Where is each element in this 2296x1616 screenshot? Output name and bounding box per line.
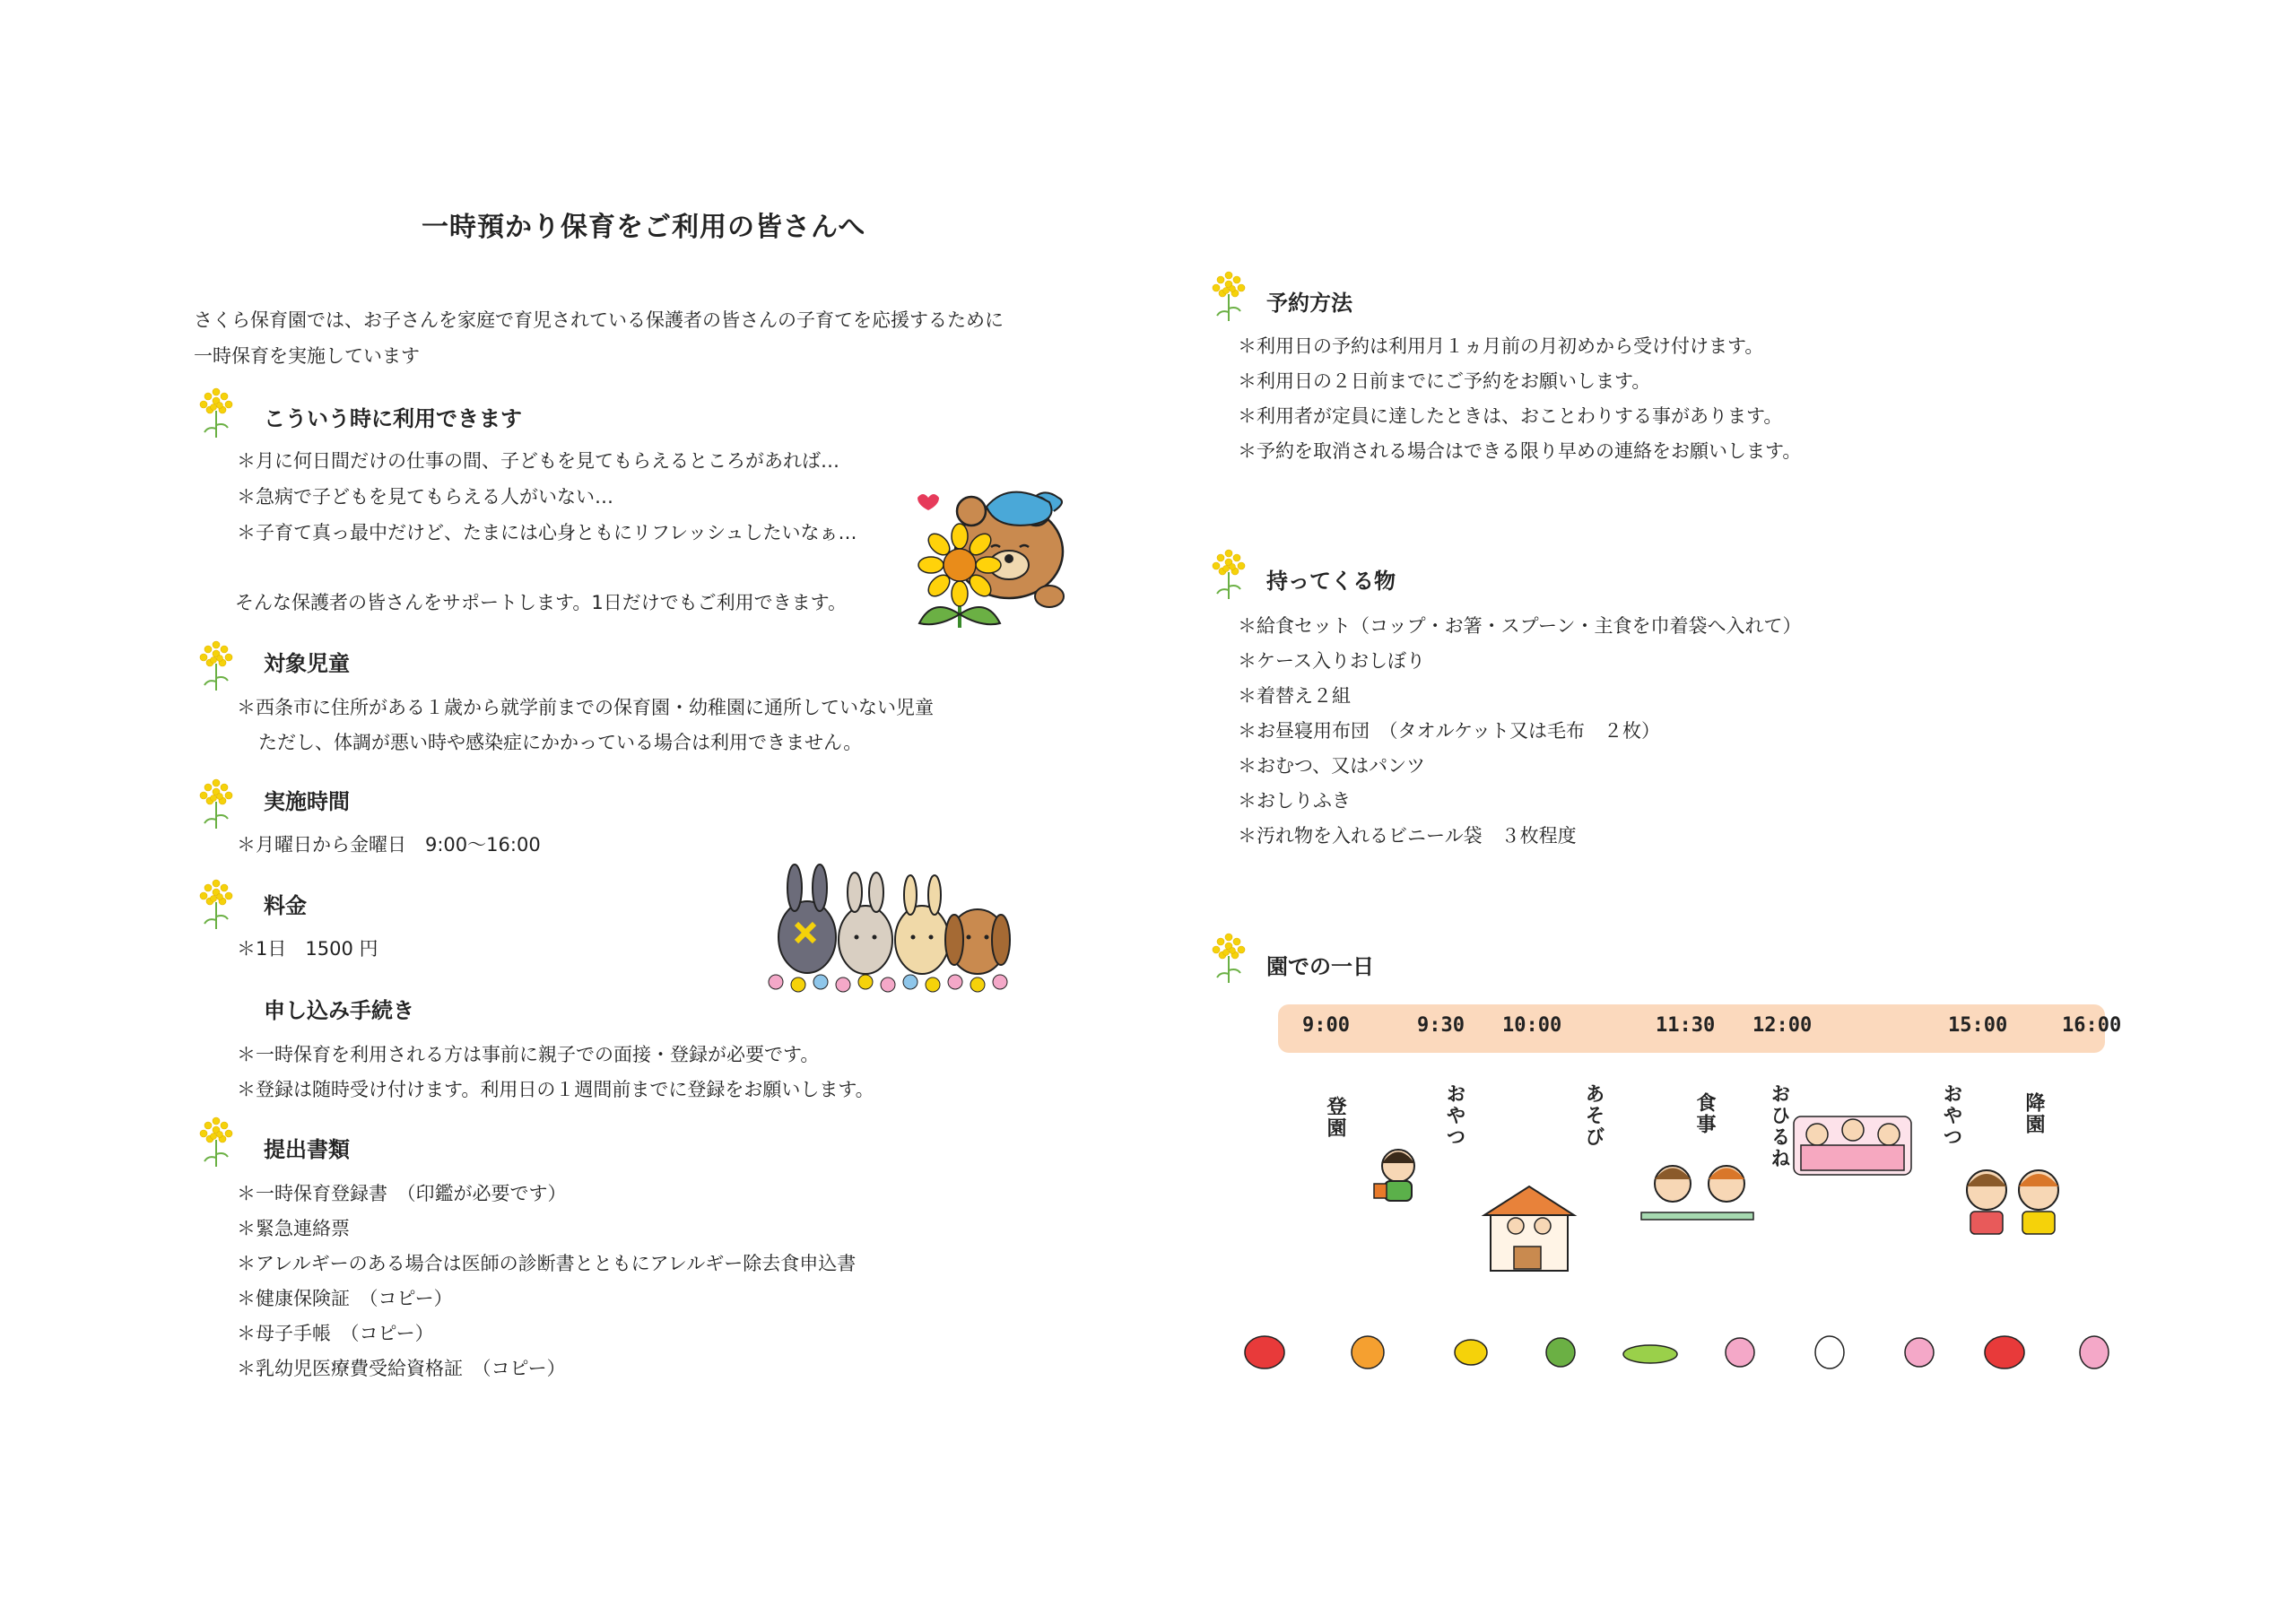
critters-border-decoration bbox=[1238, 1325, 2117, 1379]
reserve-item-3: ＊利用者が定員に達したときは、おことわりする事があります。 bbox=[1238, 405, 1783, 427]
reserve-item-1: ＊利用日の予約は利用月１ヵ月前の月初めから受け付けます。 bbox=[1238, 335, 1764, 357]
bring-item-4: ＊お昼寝用布団 （タオルケット又は毛布 ２枚） bbox=[1238, 720, 1661, 742]
time-label: 9:30 bbox=[1417, 1014, 1465, 1037]
reserve-item-2: ＊利用日の２日前までにご予約をお願いします。 bbox=[1238, 370, 1651, 392]
documents-item-5: ＊母子手帳 （コピー） bbox=[237, 1323, 434, 1344]
animals-illustration bbox=[762, 861, 1018, 995]
time-label: 10:00 bbox=[1502, 1014, 1562, 1037]
hours-item: ＊月曜日から金曜日 9:00〜16:00 bbox=[237, 834, 541, 856]
flower-icon bbox=[192, 639, 240, 692]
flower-icon bbox=[192, 877, 240, 931]
reserve-item-4: ＊予約を取消される場合はできる限り早めの連絡をお願いします。 bbox=[1238, 440, 1802, 462]
target-heading: 対象児童 bbox=[264, 651, 350, 676]
when-item-2: ＊急病で子どもを見てもらえる人がいない… bbox=[237, 486, 613, 508]
flower-icon bbox=[1205, 269, 1253, 323]
bring-item-1: ＊給食セット（コップ・お箸・スプーン・主食を巾着袋へ入れて） bbox=[1238, 615, 1802, 637]
playhouse-illustration bbox=[1480, 1179, 1578, 1278]
activity-label: 降園 bbox=[2022, 1092, 2045, 1135]
children-napping-illustration bbox=[1792, 1108, 1913, 1179]
when-heading: こういう時に利用できます bbox=[264, 406, 522, 431]
documents-item-6: ＊乳幼児医療費受給資格証 （コピー） bbox=[237, 1358, 566, 1379]
page-title: 一時預かり保育をご利用の皆さんへ bbox=[422, 212, 866, 243]
intro-line-1: さくら保育園では、お子さんを家庭で育児されている保護者の皆さんの子育てを応援するために bbox=[194, 309, 1004, 331]
time-label: 12:00 bbox=[1752, 1014, 1813, 1037]
bring-item-7: ＊汚れ物を入れるビニール袋 ３枚程度 bbox=[1238, 825, 1577, 847]
activity-label: 食事 bbox=[1693, 1092, 1716, 1135]
flower-icon bbox=[1205, 931, 1253, 985]
flower-icon bbox=[192, 1115, 240, 1169]
activity-label: おやつ bbox=[1940, 1083, 1962, 1148]
time-label: 15:00 bbox=[1948, 1014, 2008, 1037]
flower-icon bbox=[1205, 547, 1253, 601]
time-label: 16:00 bbox=[2062, 1014, 2122, 1037]
children-eating-illustration bbox=[1637, 1157, 1758, 1229]
documents-item-1: ＊一時保育登録書 （印鑑が必要です） bbox=[237, 1183, 567, 1204]
reserve-heading: 予約方法 bbox=[1266, 291, 1352, 316]
bring-item-3: ＊着替え２組 bbox=[1238, 685, 1351, 707]
when-support: そんな保護者の皆さんをサポートします。1日だけでもご利用できます。 bbox=[235, 592, 847, 613]
target-line-2: ただし、体調が悪い時や感染症にかかっている場合は利用できません。 bbox=[258, 732, 863, 753]
bring-heading: 持ってくる物 bbox=[1266, 569, 1396, 594]
hours-heading: 実施時間 bbox=[264, 789, 350, 814]
apply-heading: 申し込み手続き bbox=[264, 998, 414, 1023]
apply-item-2: ＊登録は随時受け付けます。利用日の１週間前までに登録をお願いします。 bbox=[237, 1079, 874, 1100]
child-arriving-illustration bbox=[1365, 1143, 1432, 1211]
flower-icon bbox=[192, 386, 240, 439]
bear-sunflower-illustration bbox=[901, 480, 1076, 641]
flower-icon bbox=[192, 777, 240, 830]
when-item-3: ＊子育て真っ最中だけど、たまには心身ともにリフレッシュしたいなぁ… bbox=[237, 522, 857, 543]
when-item-1: ＊月に何日間だけの仕事の間、子どもを見てもらえるところがあれば… bbox=[237, 450, 839, 472]
activity-label: おやつ bbox=[1443, 1083, 1465, 1148]
documents-item-2: ＊緊急連絡票 bbox=[237, 1218, 350, 1239]
activity-label: 登園 bbox=[1324, 1096, 1346, 1139]
activity-label: おひるね bbox=[1768, 1083, 1790, 1169]
time-label: 9:00 bbox=[1302, 1014, 1350, 1037]
time-label: 11:30 bbox=[1656, 1014, 1716, 1037]
documents-heading: 提出書類 bbox=[264, 1137, 350, 1162]
fee-heading: 料金 bbox=[264, 893, 307, 918]
bring-item-2: ＊ケース入りおしぼり bbox=[1238, 650, 1425, 672]
day-heading: 園での一日 bbox=[1266, 954, 1374, 979]
bring-item-5: ＊おむつ、又はパンツ bbox=[1238, 755, 1426, 777]
intro-line-2: 一時保育を実施しています bbox=[194, 345, 420, 367]
target-line-1: ＊西条市に住所がある１歳から就学前までの保育園・幼稚園に通所していない児童 bbox=[237, 697, 934, 718]
activity-label: あそび bbox=[1582, 1083, 1605, 1148]
intro-text bbox=[194, 302, 1004, 374]
documents-item-4: ＊健康保険証 （コピー） bbox=[237, 1288, 453, 1309]
fee-item: ＊1日 1500 円 bbox=[237, 938, 378, 960]
documents-item-3: ＊アレルギーのある場合は医師の診断書とともにアレルギー除去食申込書 bbox=[237, 1253, 857, 1274]
bring-item-6: ＊おしりふき bbox=[1238, 790, 1351, 812]
apply-item-1: ＊一時保育を利用される方は事前に親子での面接・登録が必要です。 bbox=[237, 1044, 820, 1065]
children-leaving-illustration bbox=[1951, 1161, 2072, 1238]
